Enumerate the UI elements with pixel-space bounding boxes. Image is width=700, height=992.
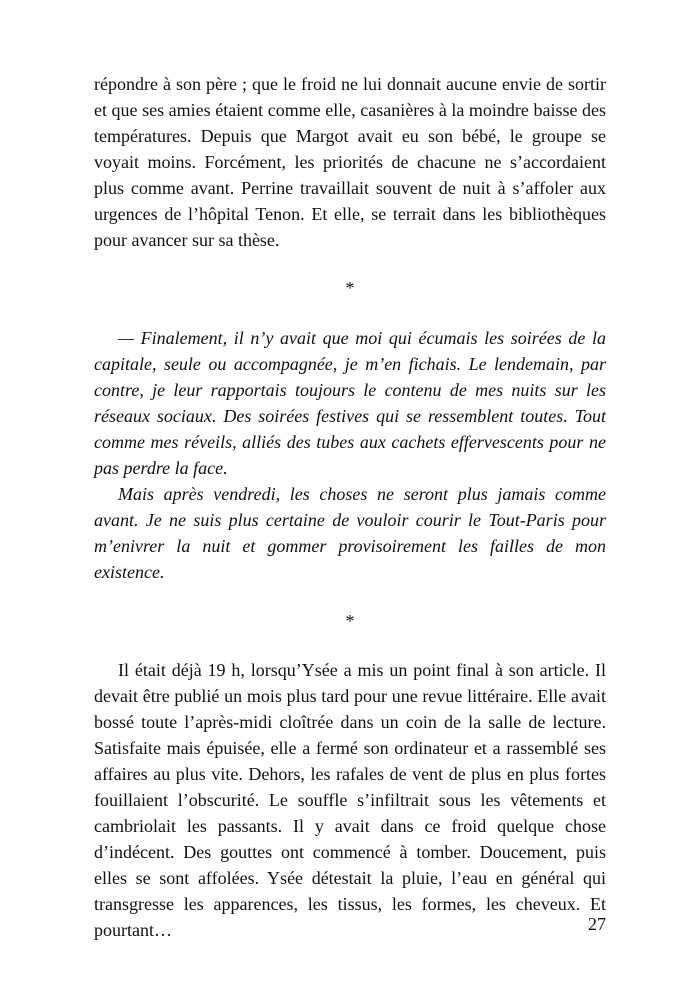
section-break-asterisk: * bbox=[345, 611, 355, 631]
paragraph-opening: répondre à son père ; que le froid ne lui donnait aucune envie de sortir et que ses amies étaient comme elle, casanières à la moindre baisse des températures. Depuis que Margot avait eu son bébé, le groupe se voyait moins. Forcément, les priorités de chacune ne s’accordaient plus comme avant. Perrine travaillait souvent de nuit à s’affoler aux urgences de l’hôpital Tenon. Et elle, se terrait dans les bibliothèques pour avancer sur sa thèse. bbox=[94, 74, 606, 250]
paragraph-italic-continuation: Mais après vendredi, les choses ne seront plus jamais comme avant. Je ne suis plus certaine de vouloir courir le Tout-Paris pour m’enivrer la nuit et gommer provisoirement les failles de mon existence. bbox=[94, 484, 606, 582]
page-number: 27 bbox=[588, 914, 606, 934]
page-body bbox=[94, 71, 606, 943]
paragraph-italic-monologue: — Finalement, il n’y avait que moi qui écumais les soirées de la capitale, seule ou accompagnée, je m’en fichais. Le lendemain, par contre, je leur rapportais toujours le contenu de mes nuits sur les réseaux sociaux. Des soirées festives qui se ressemblent toutes. Tout comme mes réveils, alliés des tubes aux cachets effervescents pour ne pas perdre la face. bbox=[94, 328, 606, 478]
paragraph-closing: Il était déjà 19 h, lorsqu’Ysée a mis un point final à son article. Il devait être publié un mois plus tard pour une revue littéraire. Elle avait bossé toute l’après-midi cloîtrée dans un coin de la salle de lecture. Satisfaite mais épuisée, elle a fermé son ordinateur et a rassemblé ses affaires au plus vite. Dehors, les rafales de vent de plus en plus fortes fouillaient l’obscurité. Le souffle s’infiltrait sous les vêtements et cambriolait les passants. Il y avait dans ce froid quelque chose d’indécent. Des gouttes ont commencé à tomber. Doucement, puis elles se sont affolées. Ysée détestait la pluie, l’eau en général qui transgresse les apparences, les tissus, les formes, les cheveux. Et pourtant… bbox=[94, 660, 606, 940]
section-break-asterisk: * bbox=[345, 278, 355, 298]
